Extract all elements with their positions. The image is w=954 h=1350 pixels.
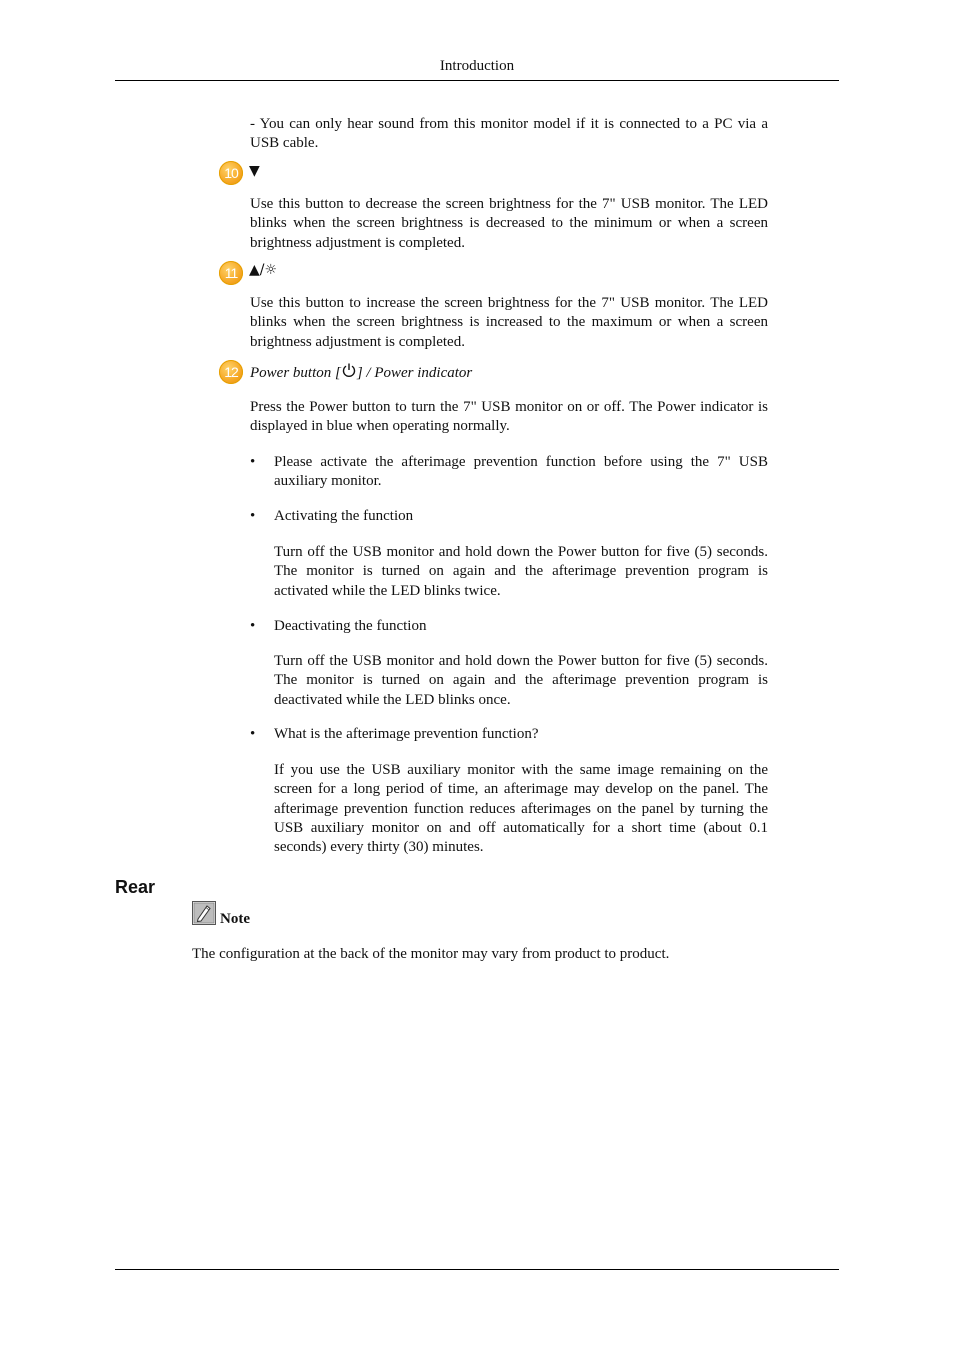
item-number-badge-12: 12 [219, 360, 243, 384]
power-label-after: ] / Power indicator [356, 365, 473, 381]
bullet-body-2: Turn off the USB monitor and hold down the Power button for five (5) seconds. The monitor is turned on again and the afterimage prevention program is activated while the LED blinks twice. [274, 544, 768, 599]
header-rule [115, 80, 839, 81]
power-button-label [250, 362, 472, 384]
up-arrow-brightness-icon: ▲/☼ [249, 262, 278, 278]
down-arrow-icon: ▼ [249, 163, 260, 179]
note-label: Note [220, 911, 250, 927]
page-header-title: Introduction [439, 58, 515, 74]
note-text: The configuration at the back of the monitor may vary from product to product. [192, 946, 670, 962]
section-heading-rear: Rear [115, 877, 156, 897]
bullet-point: • [250, 508, 256, 524]
bullet-title-1: Please activate the afterimage prevention function before using the 7" USB auxiliary monitor. [274, 454, 768, 490]
bullet-title-3: Deactivating the function [274, 618, 427, 634]
footer-rule [115, 1269, 839, 1270]
bullet-body-4: If you use the USB auxiliary monitor with the same image remaining on the screen for a long period of time, an afterimage may develop on the panel. The afterimage prevention function reduces afterimages on the panel by turning the USB auxiliary monitor on and off automatically for a short time (about 0.1 seconds) every thirty (30) minutes. [274, 762, 768, 856]
bullet-title-4: What is the afterimage prevention function? [274, 726, 539, 742]
item-description-10: Use this button to decrease the screen brightness for the 7" USB monitor. The LED blinks when the screen brightness is decreased to the minimum or when a screen brightness adjustment is completed. [250, 196, 768, 251]
power-icon [341, 362, 357, 384]
bullet-body-3: Turn off the USB monitor and hold down the Power button for five (5) seconds. The monitor is turned on again and the afterimage prevention program is deactivated while the LED blinks once. [274, 653, 768, 708]
item-description-12: Press the Power button to turn the 7" USB monitor on or off. The Power indicator is displayed in blue when operating normally. [250, 399, 768, 435]
item-number-badge-10: 10 [219, 161, 243, 185]
bullet-point: • [250, 618, 256, 634]
bullet-point: • [250, 454, 256, 470]
bullet-title-2: Activating the function [274, 508, 414, 524]
intro-note: - You can only hear sound from this monitor model if it is connected to a PC via a USB cable. [250, 116, 768, 152]
item-number-badge-11: 11 [219, 261, 243, 285]
item-description-11: Use this button to increase the screen brightness for the 7" USB monitor. The LED blinks when the screen brightness is increased to the maximum or when a screen brightness adjustment is completed. [250, 295, 768, 350]
bullet-point: • [250, 726, 256, 742]
power-label-before: Power button [ [250, 365, 341, 381]
note-icon [192, 901, 216, 925]
